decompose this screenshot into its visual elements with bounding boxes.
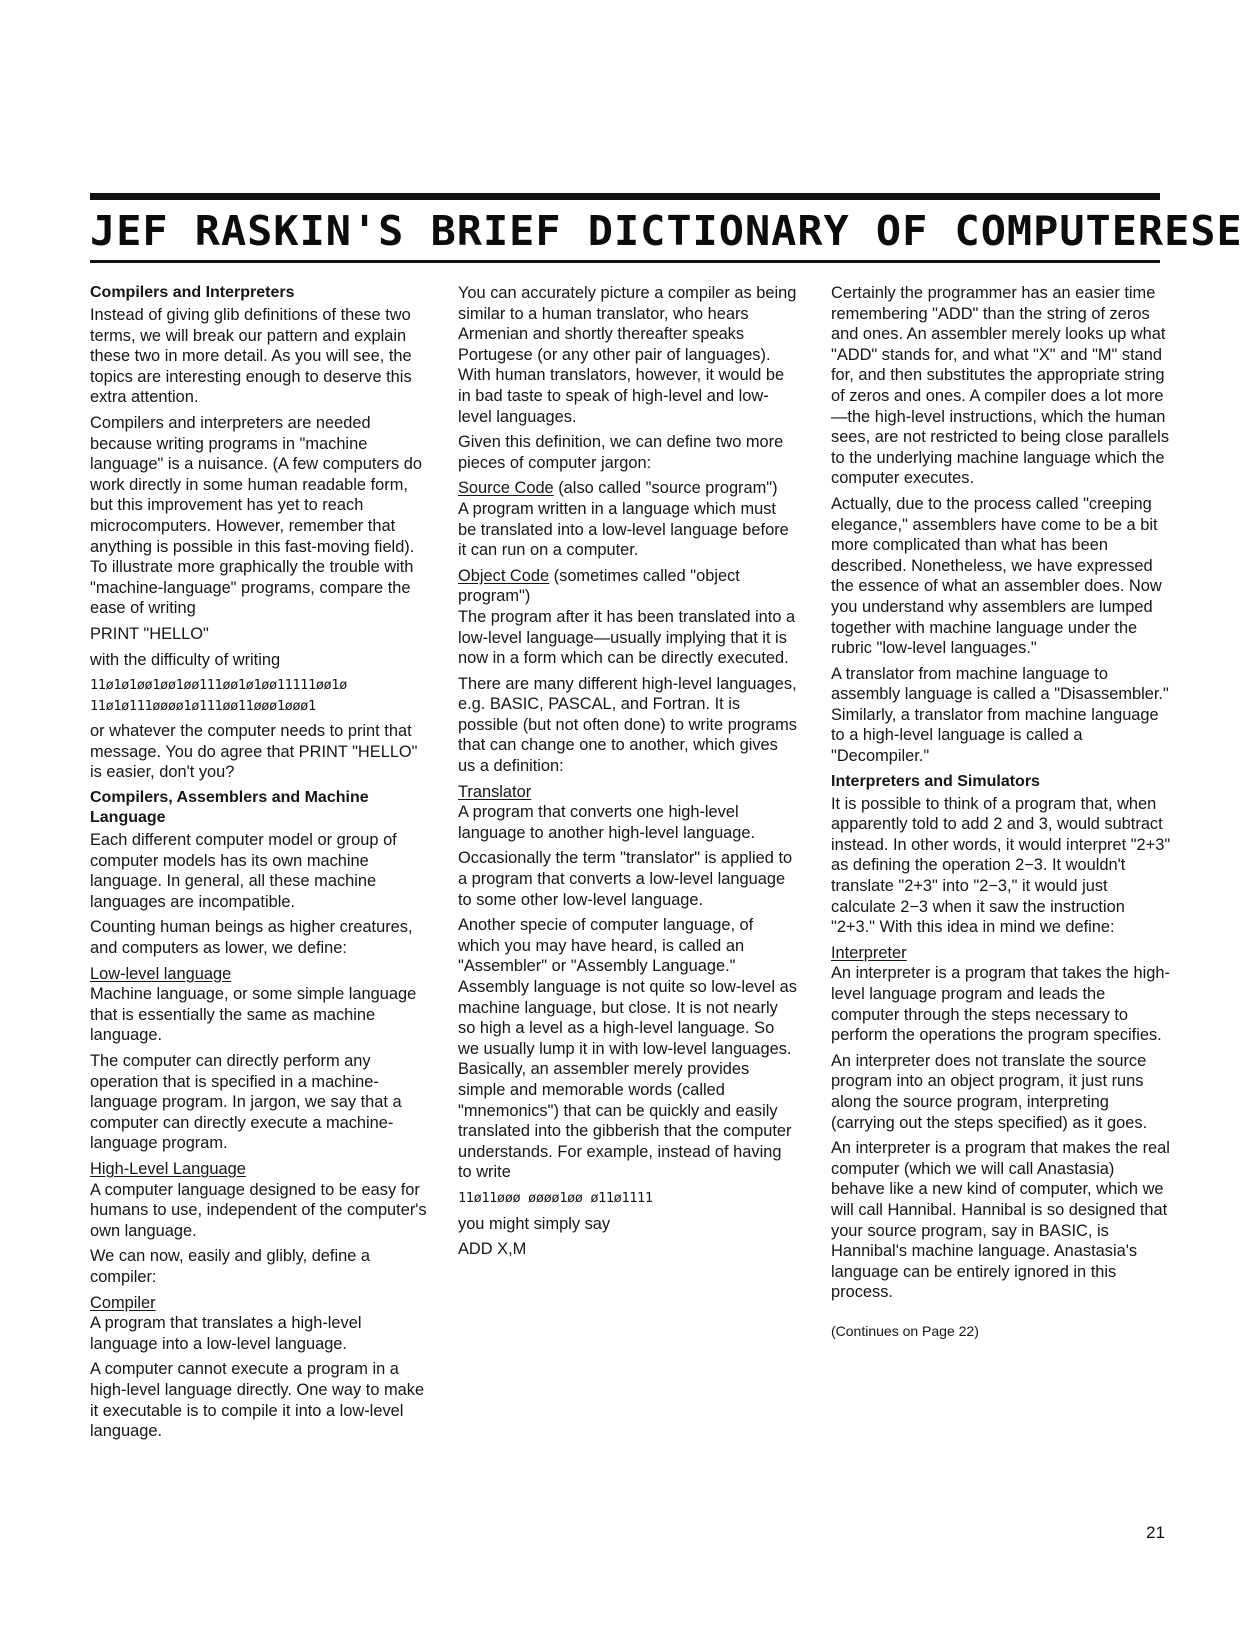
- section-heading: Compilers, Assemblers and Machine Language: [90, 789, 369, 827]
- binary-line: 11ø11øøø øøøø1øø ø11ø1111: [458, 1189, 653, 1206]
- glossary-definition: A computer language designed to be easy for humans to use, independent of the computer's own language.: [90, 1180, 427, 1240]
- binary-line: 11ø1ø111øøøø1ø111øø11øøø1øøø1: [90, 697, 316, 714]
- paragraph: It is possible to think of a program that, when apparently told to add 2 and 3, would subtract instead. In other words, it would interpret "2+3" as defining the operation 2−3. It wouldn't translate "2+3" into "2−3," it would just calculate 2−3 when it saw the instruction "2+3." With this idea in mind we define:: [831, 794, 1171, 937]
- glossary-term-note: (sometimes called "object program"): [458, 566, 740, 606]
- glossary-definition: A program written in a language which must be translated into a low-level language before it can run on a computer.: [458, 499, 789, 560]
- glossary-term: Interpreter: [831, 943, 907, 962]
- glossary-term: Source Code: [458, 479, 554, 498]
- glossary-term: High-Level Language: [90, 1159, 246, 1178]
- glossary-definition: An interpreter is a program that takes the high-level language program and leads the computer through the steps necessary to perform the operations the program specifies.: [831, 964, 1170, 1045]
- column-2: [458, 283, 798, 1265]
- paragraph: Counting human beings as higher creatures, and computers as lower, we define:: [90, 918, 413, 958]
- paragraph: We can now, easily and glibly, define a compiler:: [90, 1247, 371, 1286]
- glossary-term: Low-level language: [90, 964, 232, 983]
- code-example: PRINT "HELLO": [90, 624, 209, 643]
- code-example: ADD X,M: [458, 1240, 527, 1259]
- glossary-term: Object Code: [458, 566, 550, 585]
- paragraph: Certainly the programmer has an easier time remembering "ADD" than the string of zeros and ones. An assembler merely looks up what "ADD" stands for, and what "X" and "M" stand for, and then substitutes the appropriate string of zeros and ones. A compiler does a lot more—the high-level instructions, which the human sees, are not restricted to being close parallels to the underlying machine language which the computer executes.: [831, 284, 1170, 488]
- section-heading: Interpreters and Simulators: [831, 772, 1040, 790]
- paragraph: Another specie of computer language, of which you may have heard, is called an "Assembler" or "Assembly Language." Assembly language is not quite so low-level as machine language, but close. It is not nearly so high a level as a high-level language. So we usually lump it in with low-level languages. Basically, an assembler merely provides simple and memorable words (called "mnemonics") that can be quickly and easily translated into the gibberish that the computer understands. For example, instead of having to write: [458, 916, 797, 1182]
- paragraph: or whatever the computer needs to print that message. You do agree that PRINT "HELLO" is easier, don't you?: [90, 722, 418, 782]
- paragraph: Actually, due to the process called "creeping elegance," assemblers have come to be a bit more complicated than what has been described. Nonetheless, we have expressed the essence of what an assembler does. Now you understand why assemblers are lumped together with machine language under the rubric "low-level languages.": [831, 494, 1162, 658]
- paragraph: Instead of giving glib definitions of these two terms, we will break our pattern and explain these two in more detail. As you will see, the topics are interesting enough to deserve this extra attention.: [90, 306, 412, 407]
- paragraph: There are many different high-level languages, e.g. BASIC, PASCAL, and Fortran. It is possible (but not often done) to write programs that can change one to another, which gives us a definition:: [458, 674, 797, 776]
- glossary-term-line: [458, 478, 798, 499]
- masthead-bottom-rule: [90, 260, 1160, 263]
- glossary-definition: A program that translates a high-level language into a low-level language.: [90, 1314, 362, 1353]
- paragraph: An interpreter does not translate the source program into an object program, it just runs along the source program, interpreting (carrying out the steps specified) as it goes.: [831, 1051, 1148, 1132]
- column-1: [90, 283, 430, 1447]
- paragraph: Compilers and interpreters are needed because writing programs in "machine language" is a nuisance. (A few computers do work directly in some human readable form, but this improvement has yet to reach microcomputers. However, remember that anything is possible in this fast-moving field). To illustrate more graphically the trouble with "machine-language" programs, compare the ease of writing: [90, 413, 423, 618]
- glossary-definition: Machine language, or some simple language that is essentially the same as machine language.: [90, 985, 417, 1045]
- paragraph: You can accurately picture a compiler as being similar to a human translator, who hears Armenian and shortly thereafter speaks Portugese (or any other pair of languages). With human translators, however, it would be in bad taste to speak of high-level and low-level languages.: [458, 284, 797, 426]
- paragraph: with the difficulty of writing: [90, 650, 281, 669]
- masthead-title: JEF RASKIN'S BRIEF DICTIONARY OF COMPUTERESE: [90, 207, 1243, 255]
- glossary-definition: A program that converts one high-level language to another high-level language.: [458, 803, 756, 842]
- paragraph: A translator from machine language to assembly language is called a "Disassembler." Similarly, a translator from machine language to a high-level language is called a "Decompiler.": [831, 664, 1169, 766]
- glossary-term: Compiler: [90, 1293, 156, 1312]
- continuation-note: (Continues on Page 22): [831, 1322, 979, 1339]
- glossary-term: Translator: [458, 782, 532, 801]
- paragraph: The computer can directly perform any operation that is specified in a machine-language program. In jargon, we say that a computer can directly execute a machine-language program.: [90, 1052, 402, 1153]
- column-3: [831, 283, 1171, 1347]
- paragraph: An interpreter is a program that makes the real computer (which we will call Anastasia) behave like a new kind of computer, which we will call Hannibal. Hannibal is so designed that your source program, say in BASIC, is Hannibal's machine language. Anastasia's language can be entirely ignored in this process.: [831, 1139, 1170, 1302]
- glossary-term-line: [458, 566, 798, 607]
- page-number: 21: [1146, 1523, 1165, 1542]
- glossary-definition: The program after it has been translated into a low-level language—usually implying that it is now in a form which can be directly executed.: [458, 607, 796, 668]
- masthead-top-rule: [90, 193, 1160, 200]
- paragraph: Each different computer model or group of computer models has its own machine language. In general, all these machine languages are incompatible.: [90, 831, 397, 911]
- paragraph: you might simply say: [458, 1214, 611, 1233]
- glossary-term-note: (also called "source program"): [553, 479, 778, 498]
- binary-line: 11ø1ø1øø1øø1øø111øø1ø1øø11111øø1ø: [90, 677, 347, 694]
- paragraph: Occasionally the term "translator" is applied to a program that converts a low-level language to some other low-level language.: [458, 849, 793, 909]
- paragraph: Given this definition, we can define two more pieces of computer jargon:: [458, 433, 784, 472]
- paragraph: A computer cannot execute a program in a high-level language directly. One way to make it executable is to compile it into a low-level language.: [90, 1360, 425, 1441]
- section-heading: Compilers and Interpreters: [90, 284, 295, 301]
